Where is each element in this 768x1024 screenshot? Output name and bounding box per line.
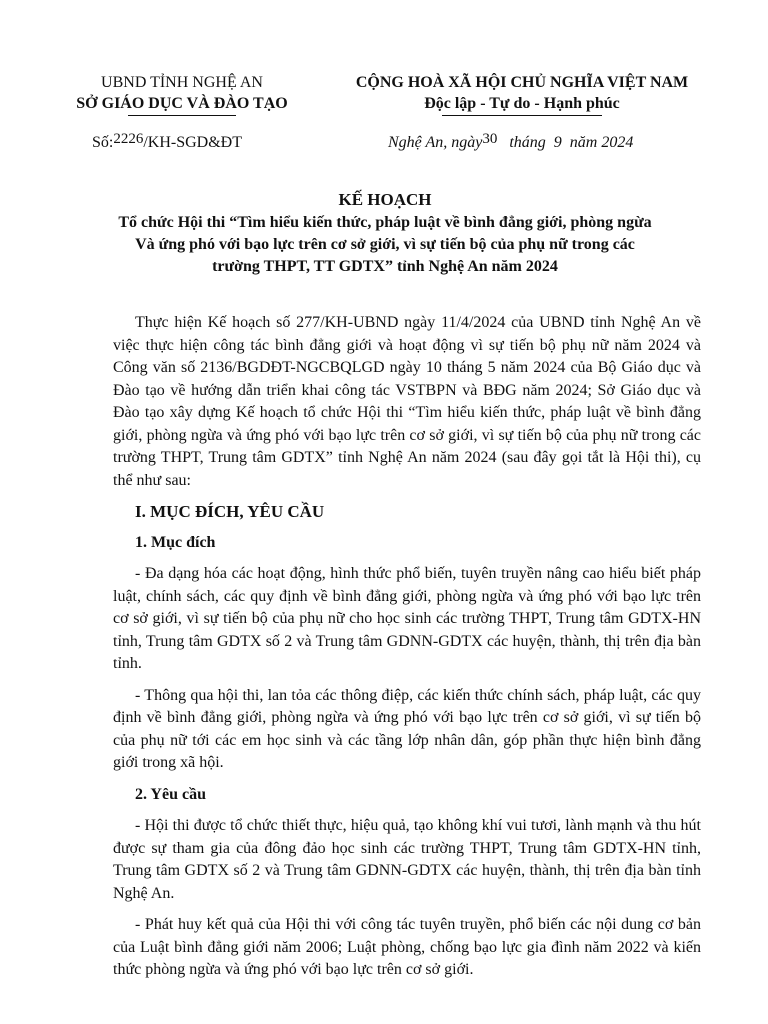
date-day: 30 xyxy=(482,131,498,147)
subtitle-line-3: trường THPT, TT GDTX” tỉnh Nghệ An năm 2024 xyxy=(212,258,558,275)
date-rest: tháng 9 năm 2024 xyxy=(509,134,634,151)
section-heading-purpose-requirements: I. MỤC ĐÍCH, YÊU CẦU xyxy=(135,502,325,521)
doc-number-value: 2226 xyxy=(113,131,144,147)
national-motto: Độc lập - Tự do - Hạnh phúc xyxy=(424,95,620,112)
national-heading-block xyxy=(322,72,722,116)
requirement-paragraph-1: - Hội thi được tổ chức thiết thực, hiệu quả, tạo không khí vui tươi, lành mạnh và thu hút được sự tham gia của đông đảo học sinh các trường THPT, Trung tâm GDTX-HN tỉnh, Trung tâm GDTX số 2 và Trung tâm GDNN-GDTX các huyện, thành, thị trên địa bàn tỉnh Nghệ An. xyxy=(113,817,701,902)
purpose-paragraph-1: - Đa dạng hóa các hoạt động, hình thức phổ biến, tuyên truyền nâng cao hiểu biết pháp luật, chính sách, các quy định về bình đẳng giới, phòng ngừa và ứng phó với bạo lực trên cơ sở giới, vì sự tiến bộ của phụ nữ cho học sinh các trường THPT, Trung tâm GDTX-HN tỉnh, Trung tâm GDTX số 2 và Trung tâm GDNN-GDTX các huyện, thành, thị trên địa bàn tỉnh. xyxy=(113,565,701,672)
document-title: KẾ HOẠCH xyxy=(338,190,432,209)
issue-date xyxy=(388,131,634,152)
document-title-block xyxy=(90,188,680,278)
doc-number-suffix: /KH-SGD&ĐT xyxy=(143,134,243,151)
department-name: SỞ GIÁO DỤC VÀ ĐÀO TẠO xyxy=(76,95,288,112)
republic-name: CỘNG HOÀ XÃ HỘI CHỦ NGHĨA VIỆT NAM xyxy=(355,74,689,91)
document-number xyxy=(92,131,243,152)
doc-number-prefix: Số: xyxy=(92,134,114,151)
document-body xyxy=(113,312,701,991)
agency-name: UBND TỈNH NGHỆ AN xyxy=(101,74,263,91)
date-prefix: Nghệ An, ngày xyxy=(388,134,483,151)
requirement-paragraph-2: - Phát huy kết quả của Hội thi với công tác tuyên truyền, phổ biến các nội dung cơ bản của Luật bình đẳng giới năm 2006; Luật phòng, chống bạo lực gia đình năm 2022 và kiến thức phòng ngừa và ứng phó với bạo lực trên cơ sở giới. xyxy=(113,916,701,978)
issuer-underline xyxy=(128,115,236,116)
subsection-heading-requirements: 2. Yêu cầu xyxy=(135,785,206,803)
subsection-heading-purpose: 1. Mục đích xyxy=(135,533,216,551)
purpose-paragraph-2: - Thông qua hội thi, lan tỏa các thông điệp, các kiến thức chính sách, pháp luật, các quy định về bình đẳng giới, phòng ngừa và ứng phó với bạo lực trên cơ sở giới, vì sự tiến bộ của phụ nữ tới các em học sinh và các tầng lớp nhân dân, góp phần thực hiện bình đẳng giới trong xã hội. xyxy=(113,686,701,771)
subtitle-line-1: Tổ chức Hội thi “Tìm hiểu kiến thức, pháp luật về bình đẳng giới, phòng ngừa xyxy=(118,214,652,231)
issuer-block xyxy=(52,72,312,116)
motto-underline xyxy=(442,115,602,116)
subtitle-line-2: Và ứng phó với bạo lực trên cơ sở giới, vì sự tiến bộ của phụ nữ trong các xyxy=(135,236,635,253)
intro-paragraph: Thực hiện Kế hoạch số 277/KH-UBND ngày 11/4/2024 của UBND tỉnh Nghệ An về việc thực hiện công tác bình đẳng giới và hoạt động vì sự tiến bộ phụ nữ năm 2024 và Công văn số 2136/BGDĐT-NGCBQLGD ngày 10 tháng 5 năm 2024 của Bộ Giáo dục và Đào tạo về hướng dẫn triển khai công tác VSTBPN và BĐG năm 2024; Sở Giáo dục và Đào tạo xây dựng Kế hoạch tổ chức Hội thi “Tìm hiểu kiến thức, pháp luật về bình đẳng giới, phòng ngừa và ứng phó với bạo lực trên cơ sở giới, vì sự tiến bộ của phụ nữ trong các trường THPT, Trung tâm GDTX” tỉnh Nghệ An năm 2024 (sau đây gọi tắt là Hội thi), cụ thể như sau: xyxy=(113,314,701,489)
